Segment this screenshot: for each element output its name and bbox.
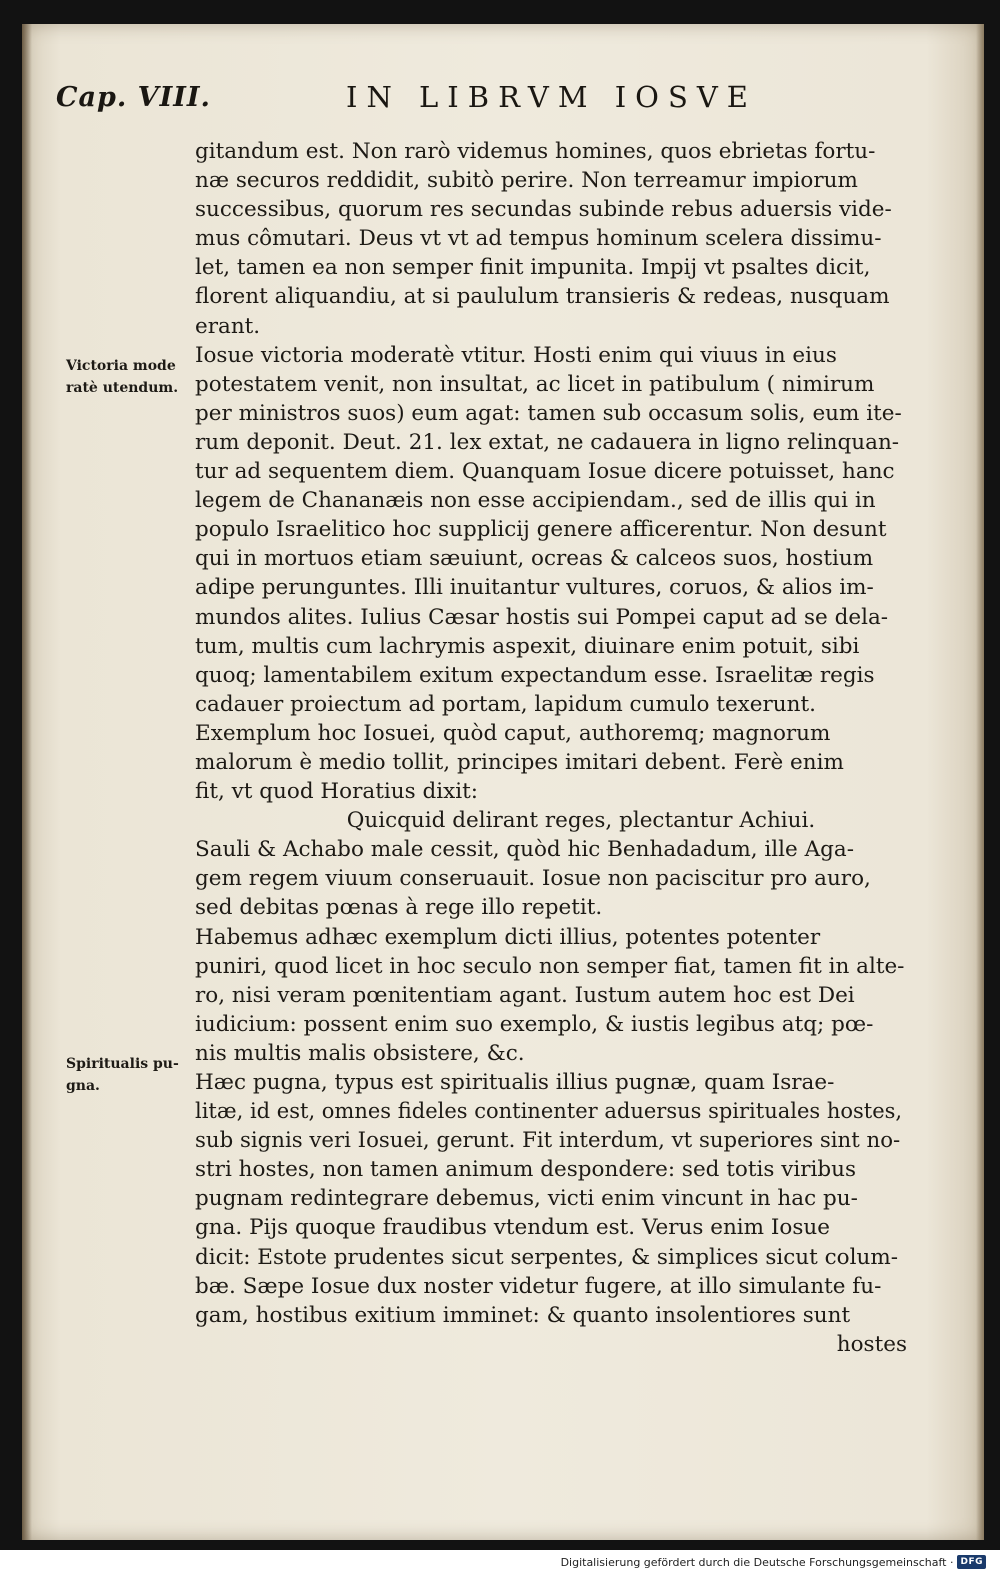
text-line: tur ad sequentem diem. Quanquam Iosue dicere potuisset, hanc (195, 459, 895, 485)
text-line: potestatem venit, non insultat, ac licet in patibulum ( nimirum (195, 371, 875, 397)
credit-text: Digitalisierung gefördert durch die Deutsche Forschungsgemeinschaft · (560, 1555, 954, 1569)
text-line: populo Israelitico hoc supplicij genere afficerentur. Non desunt (195, 517, 887, 543)
text-line: let, tamen ea non semper finit impunita. Impij vt psaltes dicit, (195, 255, 871, 281)
margin-note-line: Spiritualis pu- (66, 1056, 179, 1072)
book-title: IN LIBRVM IOSVE (346, 80, 757, 114)
text-line: gitandum est. Non rarò videmus homines, quos ebrietas fortu- (195, 139, 876, 164)
text-line: bæ. Sæpe Iosue dux noster videtur fugere, at illo simulante fu- (195, 1273, 882, 1299)
text-line: gam, hostibus exitium imminet: & quanto insolentiores sunt (195, 1302, 851, 1328)
text-line: gem regem viuum conseruauit. Iosue non paciscitur pro auro, (195, 866, 871, 892)
text-line: puniri, quod licet in hoc seculo non semper fiat, tamen fit in alte- (195, 953, 905, 979)
text-line: ro, nisi veram pœnitentiam agant. Iustum autem hoc est Dei (195, 982, 855, 1008)
margin-note-spiritualis (66, 1053, 179, 1097)
digitization-credit (561, 1555, 986, 1569)
text-line: stri hostes, non tamen animum despondere: sed totis viribus (195, 1157, 857, 1183)
text-line: Quicquid delirant reges, plectantur Achiui. (346, 808, 816, 834)
text-line: erant. (195, 313, 261, 339)
text-line: quoq; lamentabilem exitum expectandum esse. Israelitæ regis (195, 662, 875, 688)
chapter-label: Cap. VIII. (56, 82, 211, 113)
text-line: mundos alites. Iulius Cæsar hostis sui Pompei caput ad se dela- (195, 604, 889, 630)
text-line: per ministros suos) eum agat: tamen sub occasum solis, eum ite- (195, 400, 902, 426)
body-text (195, 137, 907, 1359)
text-line: gna. Pijs quoque fraudibus vtendum est. Verus enim Iosue (195, 1215, 830, 1241)
running-head (56, 82, 926, 126)
text-line: sub signis veri Iosuei, gerunt. Fit interdum, vt superiores sint no- (195, 1128, 901, 1154)
text-line: pugnam redintegrare debemus, victi enim vincunt in hac pu- (195, 1186, 858, 1212)
margin-note-line: ratè utendum. (66, 380, 179, 396)
page-gutter-shadow (22, 24, 32, 1540)
catchword: hostes (836, 1331, 907, 1357)
text-line: Exemplum hoc Iosuei, quòd caput, authoremq; magnorum (195, 720, 831, 746)
text-line: adipe perunguntes. Illi inuitantur vultures, coruos, & alios im- (195, 575, 874, 601)
text-line: rum deponit. Deut. 21. lex extat, ne cadauera in ligno relinquan- (195, 429, 900, 455)
text-line: successibus, quorum res secundas subinde rebus aduersis vide- (195, 197, 892, 223)
margin-note-line: Victoria mode (66, 358, 176, 374)
text-line: iudicium: possent enim suo exemplo, & iustis legibus atq; pœ- (195, 1011, 874, 1037)
text-line: Sauli & Achabo male cessit, quòd hic Benhadadum, ille Aga- (195, 837, 854, 863)
text-line: Hæc pugna, typus est spiritualis illius pugnæ, quam Israe- (195, 1070, 835, 1095)
margin-note-line: gna. (66, 1078, 100, 1094)
text-line: nis multis malis obsistere, &c. (195, 1040, 525, 1066)
text-line: legem de Chananæis non esse accipiendam., sed de illis qui in (195, 488, 876, 514)
text-line: dicit: Estote prudentes sicut serpentes, & simplices sicut colum- (195, 1244, 898, 1270)
dfg-logo: DFG (957, 1555, 986, 1569)
text-line: litæ, id est, omnes fideles continenter aduersus spirituales hostes, (195, 1099, 903, 1124)
text-line: qui in mortuos etiam sæuiunt, ocreas & calceos suos, hostium (195, 546, 874, 572)
text-line: Habemus adhæc exemplum dicti illius, potentes potenter (195, 924, 821, 950)
text-line: tum, multis cum lachrymis aspexit, diuinare enim potuit, sibi (195, 633, 860, 659)
text-line: florent aliquandiu, at si paululum transieris & redeas, nusquam (195, 284, 890, 310)
margin-note-victoria (66, 355, 178, 399)
text-line: cadauer proiectum ad portam, lapidum cumulo texerunt. (195, 691, 816, 717)
text-line: sed debitas pœnas à rege illo repetit. (195, 895, 603, 921)
text-line: mus cômutari. Deus vt vt ad tempus hominum scelera dissimu- (195, 226, 882, 252)
text-line: malorum è medio tollit, principes imitari debent. Ferè enim (195, 749, 844, 775)
page-edge-shadow (976, 24, 984, 1540)
text-line: fit, vt quod Horatius dixit: (195, 779, 478, 805)
text-line: næ securos reddidit, subitò perire. Non terreamur impiorum (195, 168, 858, 194)
text-line: Iosue victoria moderatè vtitur. Hosti enim qui viuus in eius (195, 342, 837, 368)
